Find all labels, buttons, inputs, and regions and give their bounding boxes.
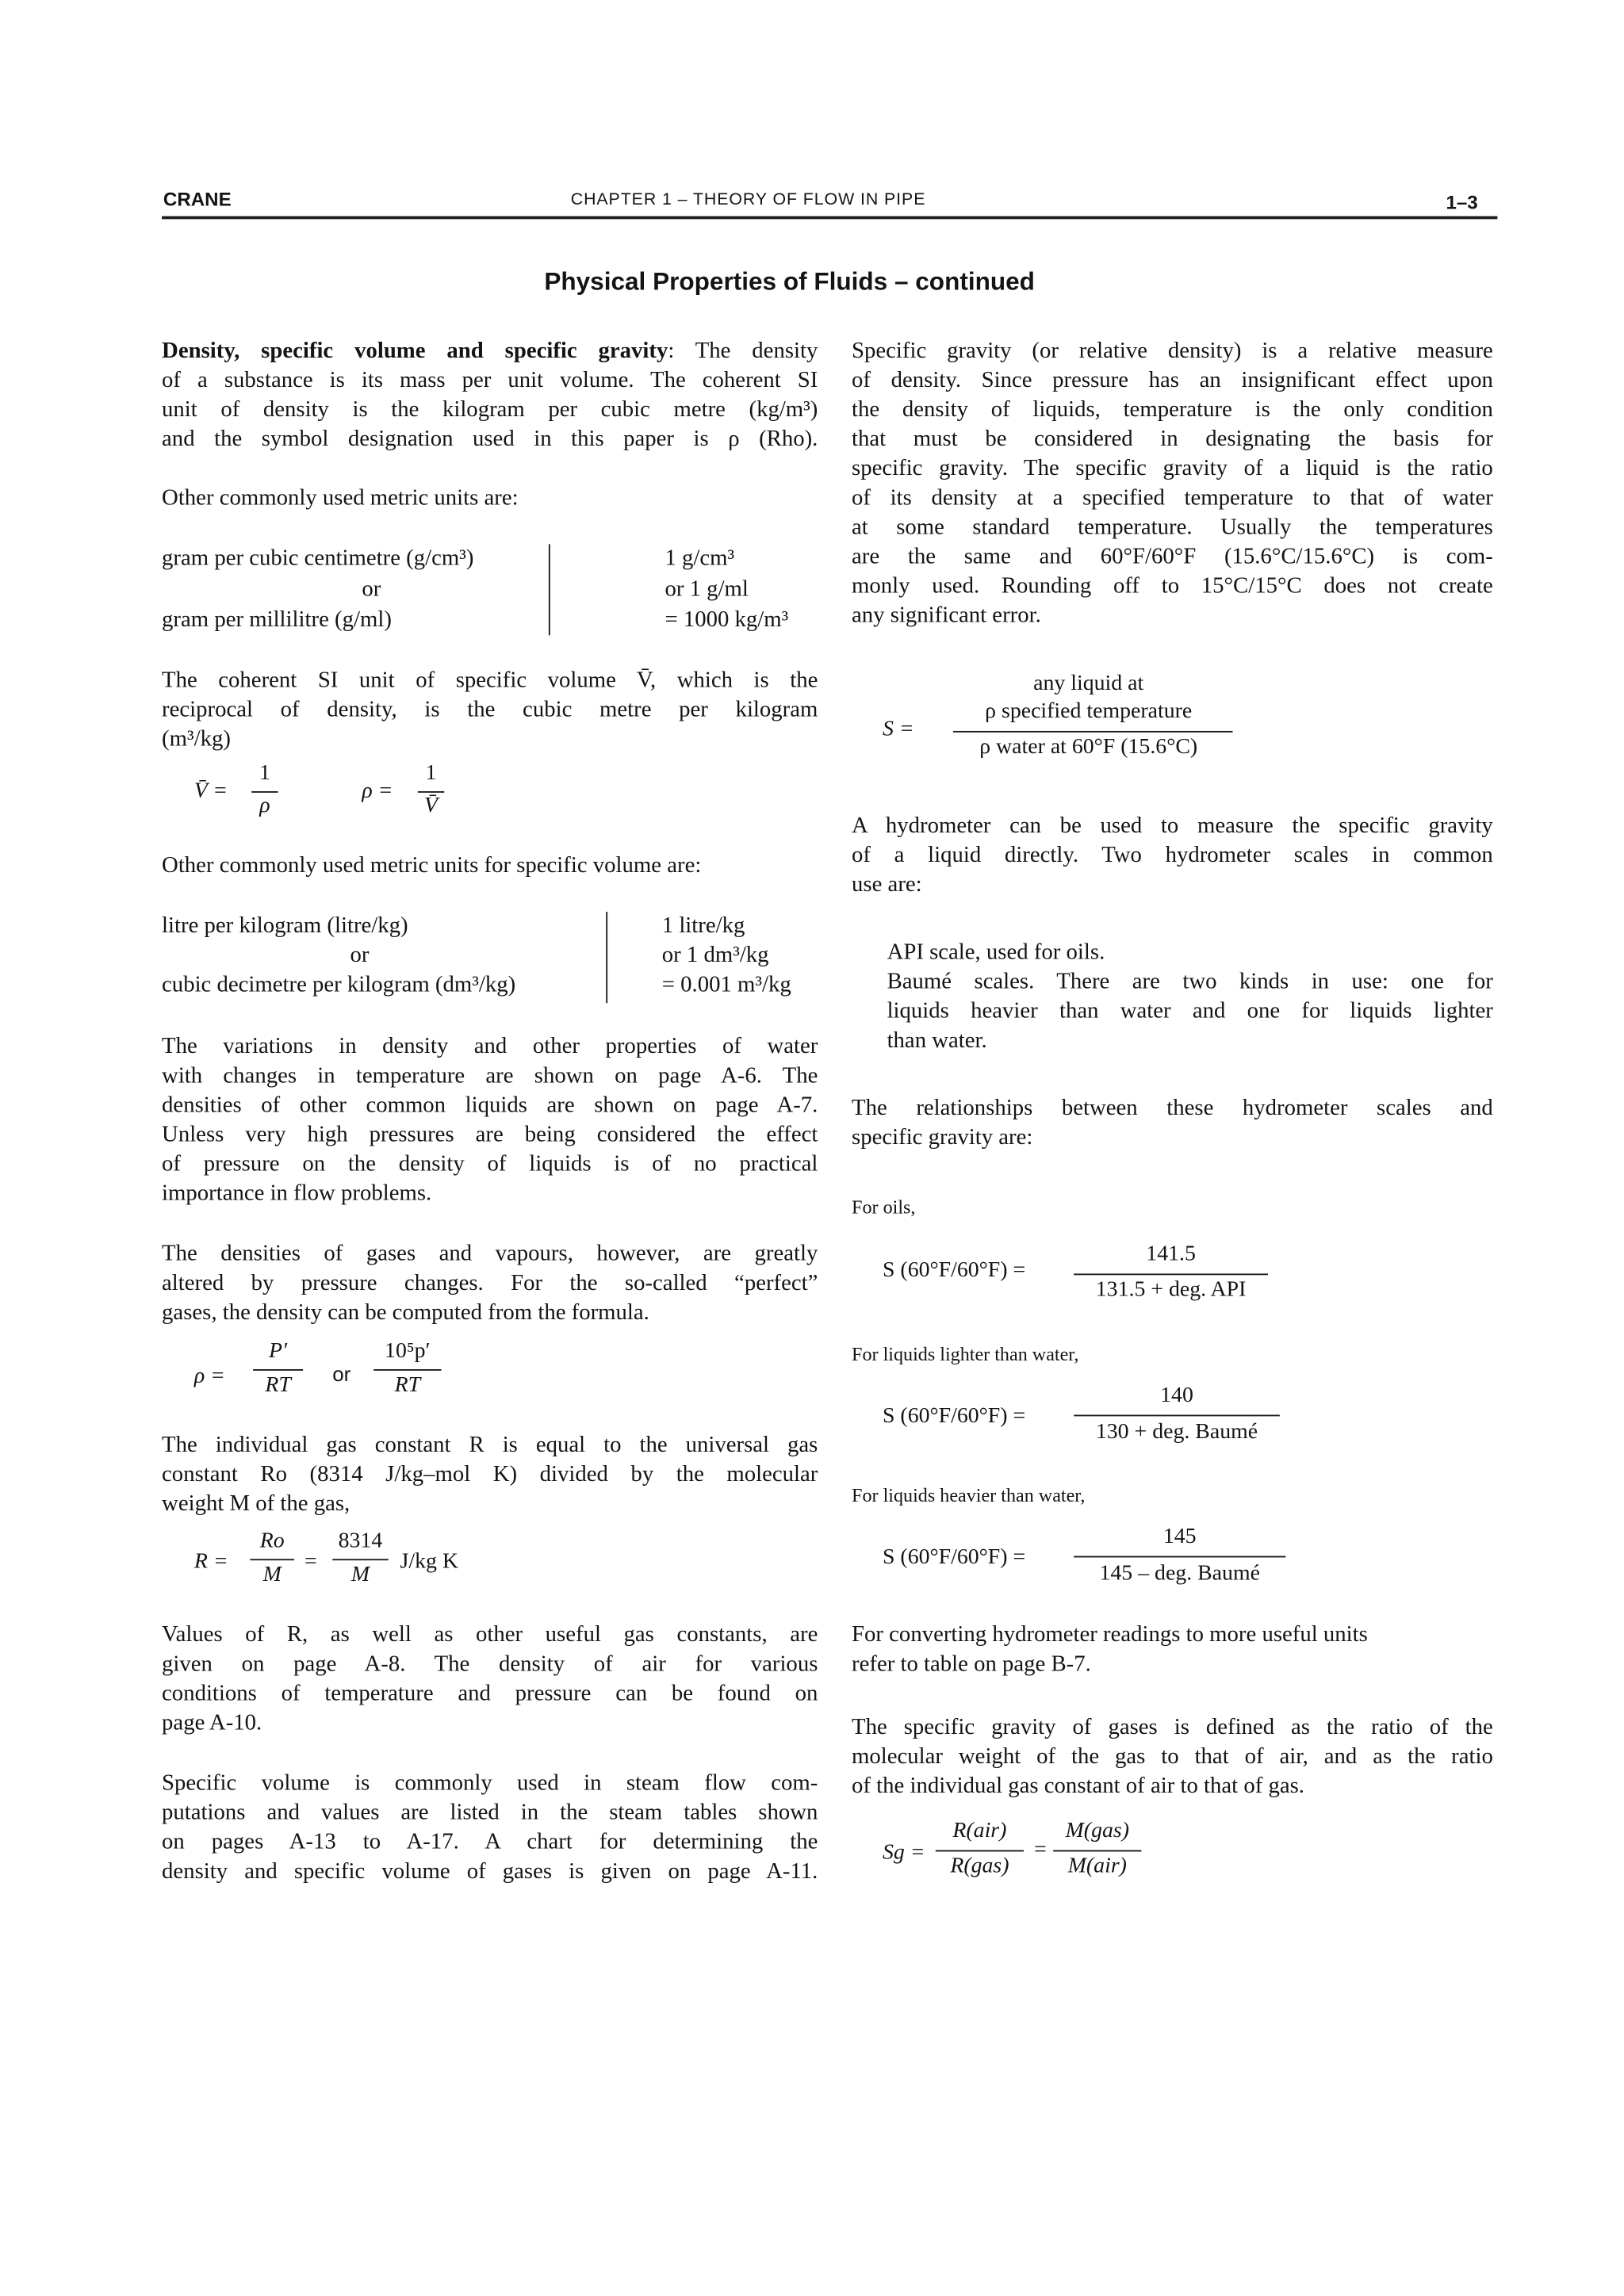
table1-row2-right: or 1 g/ml bbox=[665, 576, 749, 602]
text-line: and the symbol designation used in this paper is ρ (Rho). bbox=[162, 426, 818, 452]
text-line: importance in flow problems. bbox=[162, 1181, 432, 1207]
text-line: Specific gravity (or relative density) is a relative measure bbox=[852, 338, 1493, 364]
eq4-denominator-alt: M bbox=[350, 1563, 370, 1587]
eqS-numerator-line2: ρ specified temperature bbox=[985, 699, 1193, 724]
left-paragraph-gases bbox=[162, 1240, 818, 1328]
eqG-numerator: R(air) bbox=[952, 1819, 1007, 1843]
eq3-denominator: RT bbox=[265, 1373, 291, 1398]
label-for-oils: For oils, bbox=[852, 1196, 916, 1218]
left-paragraph-specific-volume-units: Other commonly used metric units for specific volume are: bbox=[162, 852, 702, 878]
right-paragraph-gas-gravity bbox=[852, 1713, 1493, 1801]
right-paragraph-hydrometer bbox=[852, 812, 1493, 900]
table2-row2-left: or bbox=[350, 943, 370, 968]
eq4-unit: J/kg K bbox=[400, 1550, 459, 1574]
left-paragraph-density bbox=[162, 337, 818, 454]
text-line: Baumé scales. There are two kinds in use: one for bbox=[887, 969, 1493, 994]
text-line: constant Ro (8314 J/kg–mol K) divided by the molecular bbox=[162, 1461, 818, 1487]
eq4-denominator: M bbox=[262, 1563, 282, 1587]
text-line: The specific gravity of gases is defined as the ratio of the bbox=[852, 1714, 1493, 1740]
eqA-fraction-bar bbox=[1074, 1273, 1268, 1275]
list-item-api: API scale, used for oils. bbox=[887, 939, 1105, 965]
text-line: use are: bbox=[852, 872, 922, 897]
text-line: A hydrometer can be used to measure the specific gravity bbox=[852, 813, 1493, 839]
table2-row2-right: or 1 dm³/kg bbox=[661, 943, 769, 968]
text-line: any significant error. bbox=[852, 603, 1041, 629]
left-paragraph-gas-constant bbox=[162, 1431, 818, 1519]
table2-row3-left: cubic decimetre per kilogram (dm³/kg) bbox=[162, 972, 516, 997]
text-line: molecular weight of the gas to that of air, and as the ratio bbox=[852, 1744, 1493, 1770]
header-brand: CRANE bbox=[163, 188, 232, 211]
eq3-fraction-bar-alt bbox=[373, 1369, 441, 1371]
table2-brace bbox=[606, 912, 607, 1003]
table2-row3-right: = 0.001 m³/kg bbox=[661, 972, 791, 997]
left-paragraph-metric-units: Other commonly used metric units are: bbox=[162, 485, 519, 511]
text-line: liquids heavier than water and one for liquids lighter bbox=[887, 998, 1493, 1024]
label-for-lighter: For liquids lighter than water, bbox=[852, 1342, 1079, 1365]
eqG-fraction-bar-alt bbox=[1053, 1850, 1141, 1852]
text-line: reciprocal of density, is the cubic metre per kilogram bbox=[162, 697, 818, 722]
eqS-fraction-bar bbox=[953, 731, 1232, 733]
text-line: Specific volume is commonly used in steam flow com- bbox=[162, 1770, 818, 1796]
eq3-denominator-alt: RT bbox=[394, 1373, 421, 1398]
text-line: putations and values are listed in the steam tables shown bbox=[162, 1800, 818, 1826]
text-line: : The density bbox=[668, 338, 818, 364]
eq2-numerator: 1 bbox=[425, 761, 437, 786]
eqB-numerator: 140 bbox=[1160, 1383, 1193, 1408]
eqB-lhs: S (60°F/60°F) = bbox=[883, 1404, 1026, 1429]
label-for-heavier: For liquids heavier than water, bbox=[852, 1483, 1086, 1506]
table1-brace bbox=[549, 544, 550, 635]
left-paragraph-steam bbox=[162, 1770, 818, 1887]
eq4-equals: = bbox=[304, 1550, 317, 1574]
text-line: The variations in density and other properties of water bbox=[162, 1034, 818, 1059]
eq1-lhs: V̄ = bbox=[193, 779, 228, 803]
page-title: Physical Properties of Fluids – continued bbox=[544, 267, 1035, 296]
left-paragraph-specific-volume bbox=[162, 666, 818, 754]
text-line: page A-10. bbox=[162, 1710, 262, 1735]
text-line: on pages A-13 to A-17. A chart for determining the bbox=[162, 1829, 818, 1855]
table1-row1-left: gram per cubic centimetre (g/cm³) bbox=[162, 545, 474, 571]
eqS-denominator: ρ water at 60°F (15.6°C) bbox=[979, 735, 1198, 760]
table2-row1-right: 1 litre/kg bbox=[661, 913, 745, 939]
text-line: density and specific volume of gases is given on page A-11. bbox=[162, 1858, 818, 1885]
text-line: specific gravity are: bbox=[852, 1125, 1033, 1150]
table2-row1-left: litre per kilogram (litre/kg) bbox=[162, 913, 408, 939]
eq2-denominator: V̄ bbox=[423, 794, 439, 818]
text-line: The individual gas constant R is equal to the universal gas bbox=[162, 1432, 818, 1458]
header-page-number: 1–3 bbox=[1446, 191, 1478, 213]
eqG-lhs: Sg = bbox=[883, 1841, 925, 1866]
eqC-denominator: 145 – deg. Baumé bbox=[1099, 1562, 1260, 1586]
eqC-numerator: 145 bbox=[1162, 1525, 1197, 1549]
text-line: The densities of gases and vapours, however, are greatly bbox=[162, 1241, 818, 1267]
text-line: (m³/kg) bbox=[162, 726, 231, 752]
density-lead: Density, specific volume and specific gravity bbox=[162, 338, 668, 364]
eq3-numerator: P′ bbox=[269, 1339, 288, 1364]
eq2-fraction-bar bbox=[418, 791, 444, 793]
right-paragraph-converting bbox=[852, 1621, 1493, 1679]
text-line: of a liquid directly. Two hydrometer scales in common bbox=[852, 842, 1493, 868]
text-line: of a substance is its mass per unit volume. The coherent SI bbox=[162, 367, 818, 393]
text-line: For converting hydrometer readings to more useful units bbox=[852, 1622, 1368, 1647]
text-line: gases, the density can be computed from the formula. bbox=[162, 1299, 649, 1326]
list-item-baume bbox=[887, 968, 1493, 1056]
eqS-numerator-line1: any liquid at bbox=[1033, 672, 1144, 696]
table1-row2-left: or bbox=[362, 576, 381, 602]
text-line: of the individual gas constant of air to that of gas. bbox=[852, 1774, 1304, 1799]
table1-row3-left: gram per millilitre (g/ml) bbox=[162, 607, 392, 633]
text-line: weight M of the gas, bbox=[162, 1490, 350, 1517]
text-line: of its density at a specified temperature to that of water bbox=[852, 485, 1493, 511]
text-line: refer to table on page B-7. bbox=[852, 1651, 1091, 1677]
text-line: with changes in temperature are shown on page A-6. The bbox=[162, 1063, 818, 1089]
text-line: The coherent SI unit of specific volume V̄, which is the bbox=[162, 668, 818, 693]
eqG-denominator: R(gas) bbox=[950, 1854, 1009, 1878]
text-line: specific gravity. The specific gravity of a liquid is the ratio bbox=[852, 456, 1493, 481]
eqC-fraction-bar bbox=[1074, 1556, 1285, 1558]
eq3-numerator-alt: 10⁵p′ bbox=[385, 1339, 431, 1364]
header-chapter: CHAPTER 1 – THEORY OF FLOW IN PIPE bbox=[570, 191, 926, 209]
eqG-equals: = bbox=[1034, 1838, 1047, 1862]
text-line: The relationships between these hydrometer scales and bbox=[852, 1095, 1493, 1121]
eq1-fraction-bar bbox=[251, 791, 278, 793]
eq4-fraction-bar bbox=[250, 1559, 294, 1560]
eqG-denominator-alt: M(air) bbox=[1067, 1854, 1127, 1878]
text-line: conditions of temperature and pressure can be found on bbox=[162, 1681, 818, 1706]
eq4-numerator: Ro bbox=[259, 1529, 285, 1553]
text-line: densities of other common liquids are shown on page A-7. bbox=[162, 1093, 818, 1118]
eq4-fraction-bar-alt bbox=[332, 1559, 388, 1560]
table1-row3-right: = 1000 kg/m³ bbox=[665, 607, 789, 633]
eqG-numerator-alt: M(gas) bbox=[1065, 1819, 1130, 1843]
eq1-denominator: ρ bbox=[259, 794, 270, 818]
left-paragraph-values-of-r bbox=[162, 1621, 818, 1738]
eq3-or: or bbox=[332, 1361, 351, 1386]
eqB-denominator: 130 + deg. Baumé bbox=[1095, 1420, 1258, 1445]
eqB-fraction-bar bbox=[1074, 1415, 1280, 1417]
eqA-denominator: 131.5 + deg. API bbox=[1095, 1277, 1247, 1302]
table1-row1-right: 1 g/cm³ bbox=[665, 545, 735, 571]
text-line: monly used. Rounding off to 15°C/15°C does not create bbox=[852, 573, 1493, 599]
eqA-lhs: S (60°F/60°F) = bbox=[883, 1258, 1026, 1283]
text-line: given on page A-8. The density of air for various bbox=[162, 1651, 818, 1677]
eq1-numerator: 1 bbox=[259, 761, 270, 786]
eq2-lhs: ρ = bbox=[362, 779, 393, 803]
eqC-lhs: S (60°F/60°F) = bbox=[883, 1545, 1026, 1570]
text-line: unit of density is the kilogram per cubic metre (kg/m³) bbox=[162, 396, 818, 423]
text-line: than water. bbox=[887, 1027, 987, 1054]
eq4-lhs: R = bbox=[193, 1550, 228, 1574]
text-line: at some standard temperature. Usually the temperatures bbox=[852, 515, 1493, 540]
eqS-lhs: S = bbox=[883, 718, 914, 741]
text-line: Values of R, as well as other useful gas constants, are bbox=[162, 1622, 818, 1647]
text-line: of density. Since pressure has an insignificant effect upon bbox=[852, 367, 1493, 393]
right-paragraph-specific-gravity bbox=[852, 337, 1493, 631]
eq3-fraction-bar bbox=[253, 1369, 303, 1371]
text-line: are the same and 60°F/60°F (15.6°C/15.6°C) is com- bbox=[852, 544, 1493, 569]
text-line: altered by pressure changes. For the so-called “perfect” bbox=[162, 1270, 818, 1296]
text-line: of pressure on the density of liquids is of no practical bbox=[162, 1151, 818, 1177]
header-rule bbox=[162, 216, 1497, 220]
text-line: the density of liquids, temperature is the only condition bbox=[852, 396, 1493, 423]
text-line: Unless very high pressures are being considered the effect bbox=[162, 1122, 818, 1147]
right-paragraph-relationships bbox=[852, 1094, 1493, 1153]
eqG-fraction-bar bbox=[936, 1850, 1024, 1852]
eq4-numerator-alt: 8314 bbox=[338, 1529, 383, 1553]
left-paragraph-variations bbox=[162, 1032, 818, 1209]
text-line: that must be considered in designating the basis for bbox=[852, 426, 1493, 452]
eq3-lhs: ρ = bbox=[193, 1364, 225, 1389]
eqA-numerator: 141.5 bbox=[1146, 1242, 1196, 1267]
